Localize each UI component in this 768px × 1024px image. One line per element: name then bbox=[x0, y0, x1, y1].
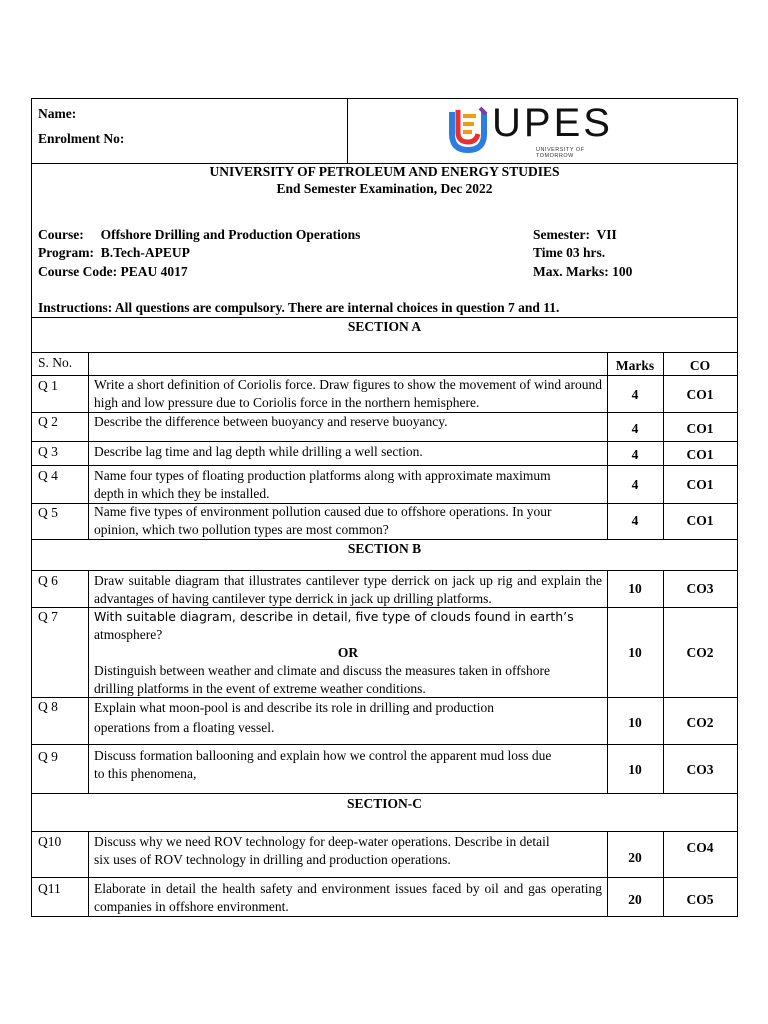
q11-number: Q11 bbox=[38, 881, 61, 896]
semester-line: Semester: VII bbox=[533, 227, 617, 242]
q1-number: Q 1 bbox=[38, 378, 58, 393]
row-line bbox=[31, 570, 738, 571]
section-c-title: SECTION-C bbox=[346, 796, 422, 811]
row-line bbox=[31, 465, 738, 466]
header-box bbox=[31, 98, 738, 164]
q8-co: CO2 bbox=[686, 715, 714, 730]
upes-logo bbox=[446, 101, 613, 159]
q11-marks: 20 bbox=[628, 892, 642, 907]
logo-wordmark: UPES bbox=[492, 101, 613, 145]
q7-text: With suitable diagram, describe in detail, five type of clouds found in earth’s atmosphere? OR Distinguish between weather and climate and discuss the measures taken in offshore drilling platforms in the event of extreme weather conditions. bbox=[94, 608, 602, 698]
q7-co: CO2 bbox=[686, 645, 714, 660]
col-header-sno: S. No. bbox=[38, 355, 73, 370]
exam-title: End Semester Examination, Dec 2022 bbox=[276, 181, 493, 196]
enrolment-label: Enrolment No: bbox=[38, 131, 125, 146]
q6-co: CO3 bbox=[686, 581, 714, 596]
q5-number: Q 5 bbox=[38, 505, 58, 520]
q9-co: CO3 bbox=[686, 762, 714, 777]
q9-text: Discuss formation ballooning and explain how we control the apparent mud loss due to this phenomena, bbox=[94, 748, 552, 781]
q10-marks: 20 bbox=[628, 850, 642, 865]
q7-number: Q 7 bbox=[38, 609, 58, 624]
q2-text: Describe the difference between buoyancy and reserve buoyancy. bbox=[94, 414, 448, 429]
q10-text: Discuss why we need ROV technology for deep-water operations. Describe in detail six uses of ROV technology in drilling and production operations. bbox=[94, 834, 550, 867]
col-divider-co bbox=[663, 352, 664, 540]
col-header-marks: Marks bbox=[615, 358, 655, 373]
max-marks-line: Max. Marks: 100 bbox=[533, 264, 633, 279]
col-divider-question bbox=[88, 570, 89, 794]
q8-marks: 10 bbox=[628, 715, 642, 730]
q5-text: Name five types of environment pollution caused due to offshore operations. In your opinion, which two pollution types are most common? bbox=[94, 504, 552, 537]
q10-number: Q10 bbox=[38, 834, 62, 849]
table-left-border bbox=[31, 352, 32, 917]
q3-number: Q 3 bbox=[38, 444, 58, 459]
q1-marks: 4 bbox=[631, 387, 639, 402]
q2-co: CO1 bbox=[686, 421, 714, 436]
q8-number: Q 8 bbox=[38, 699, 58, 714]
logo-tagline: UNIVERSITY OF TOMORROW bbox=[536, 147, 585, 159]
row-line bbox=[31, 539, 738, 540]
q4-co: CO1 bbox=[686, 477, 714, 492]
q2-marks: 4 bbox=[631, 421, 639, 436]
q7-marks: 10 bbox=[628, 645, 642, 660]
q1-text: Write a short definition of Coriolis force. Draw figures to show the movement of wind around high and low pressure due to Coriolis force in the northern hemisphere. bbox=[94, 377, 602, 410]
q9-number: Q 9 bbox=[38, 749, 58, 764]
col-divider-marks bbox=[607, 570, 608, 794]
q1-co: CO1 bbox=[686, 387, 714, 402]
q2-number: Q 2 bbox=[38, 414, 58, 429]
university-title: UNIVERSITY OF PETROLEUM AND ENERGY STUDIES bbox=[209, 164, 560, 179]
row-line bbox=[31, 793, 738, 794]
q5-co: CO1 bbox=[686, 513, 714, 528]
q4-marks: 4 bbox=[631, 477, 639, 492]
q6-number: Q 6 bbox=[38, 573, 58, 588]
row-line bbox=[31, 831, 738, 832]
row-line bbox=[31, 441, 738, 442]
time-line: Time 03 hrs. bbox=[533, 245, 606, 260]
col-divider-marks bbox=[607, 352, 608, 540]
q4-number: Q 4 bbox=[38, 468, 58, 483]
q3-marks: 4 bbox=[631, 447, 639, 462]
table-bottom-border bbox=[31, 916, 738, 917]
col-header-co: CO bbox=[689, 358, 711, 373]
row-line bbox=[31, 412, 738, 413]
q9-marks: 10 bbox=[628, 762, 642, 777]
col-divider-question bbox=[88, 352, 89, 540]
program-line: Program: B.Tech-APEUP bbox=[38, 245, 190, 260]
logo-emblem-icon bbox=[446, 104, 490, 156]
name-label: Name: bbox=[38, 106, 77, 121]
table-right-border bbox=[737, 352, 738, 917]
q6-text: Draw suitable diagram that illustrates cantilever type derrick on jack up rig and explain the advantages of having cantilever type derrick in jack up drilling platforms. bbox=[94, 573, 602, 606]
q3-text: Describe lag time and lag depth while drilling a well section. bbox=[94, 444, 423, 459]
q8-text: Explain what moon-pool is and describe its role in drilling and production operations from a floating vessel. bbox=[94, 700, 495, 735]
section-b-title: SECTION B bbox=[347, 541, 422, 556]
q3-co: CO1 bbox=[686, 447, 714, 462]
q6-marks: 10 bbox=[628, 581, 642, 596]
q11-co: CO5 bbox=[686, 892, 714, 907]
row-line bbox=[31, 744, 738, 745]
q10-co: CO4 bbox=[686, 840, 714, 855]
col-divider-co bbox=[663, 570, 664, 794]
instructions: Instructions: All questions are compulsory. There are internal choices in question 7 and 11. bbox=[38, 300, 560, 315]
row-line bbox=[31, 877, 738, 878]
q11-text: Elaborate in detail the health safety and environment issues faced by oil and gas operating companies in offshore environment. bbox=[94, 881, 602, 914]
section-a-title: SECTION A bbox=[347, 319, 422, 334]
q7-or: OR bbox=[337, 645, 359, 660]
col-divider-question bbox=[88, 831, 89, 917]
q5-marks: 4 bbox=[631, 513, 639, 528]
header-divider bbox=[347, 98, 348, 164]
q4-text: Name four types of floating production platforms along with approximate maximum depth in which they be installed. bbox=[94, 468, 551, 501]
course-line: Course: Offshore Drilling and Production Operations bbox=[38, 227, 361, 242]
course-code-line: Course Code: PEAU 4017 bbox=[38, 264, 188, 279]
